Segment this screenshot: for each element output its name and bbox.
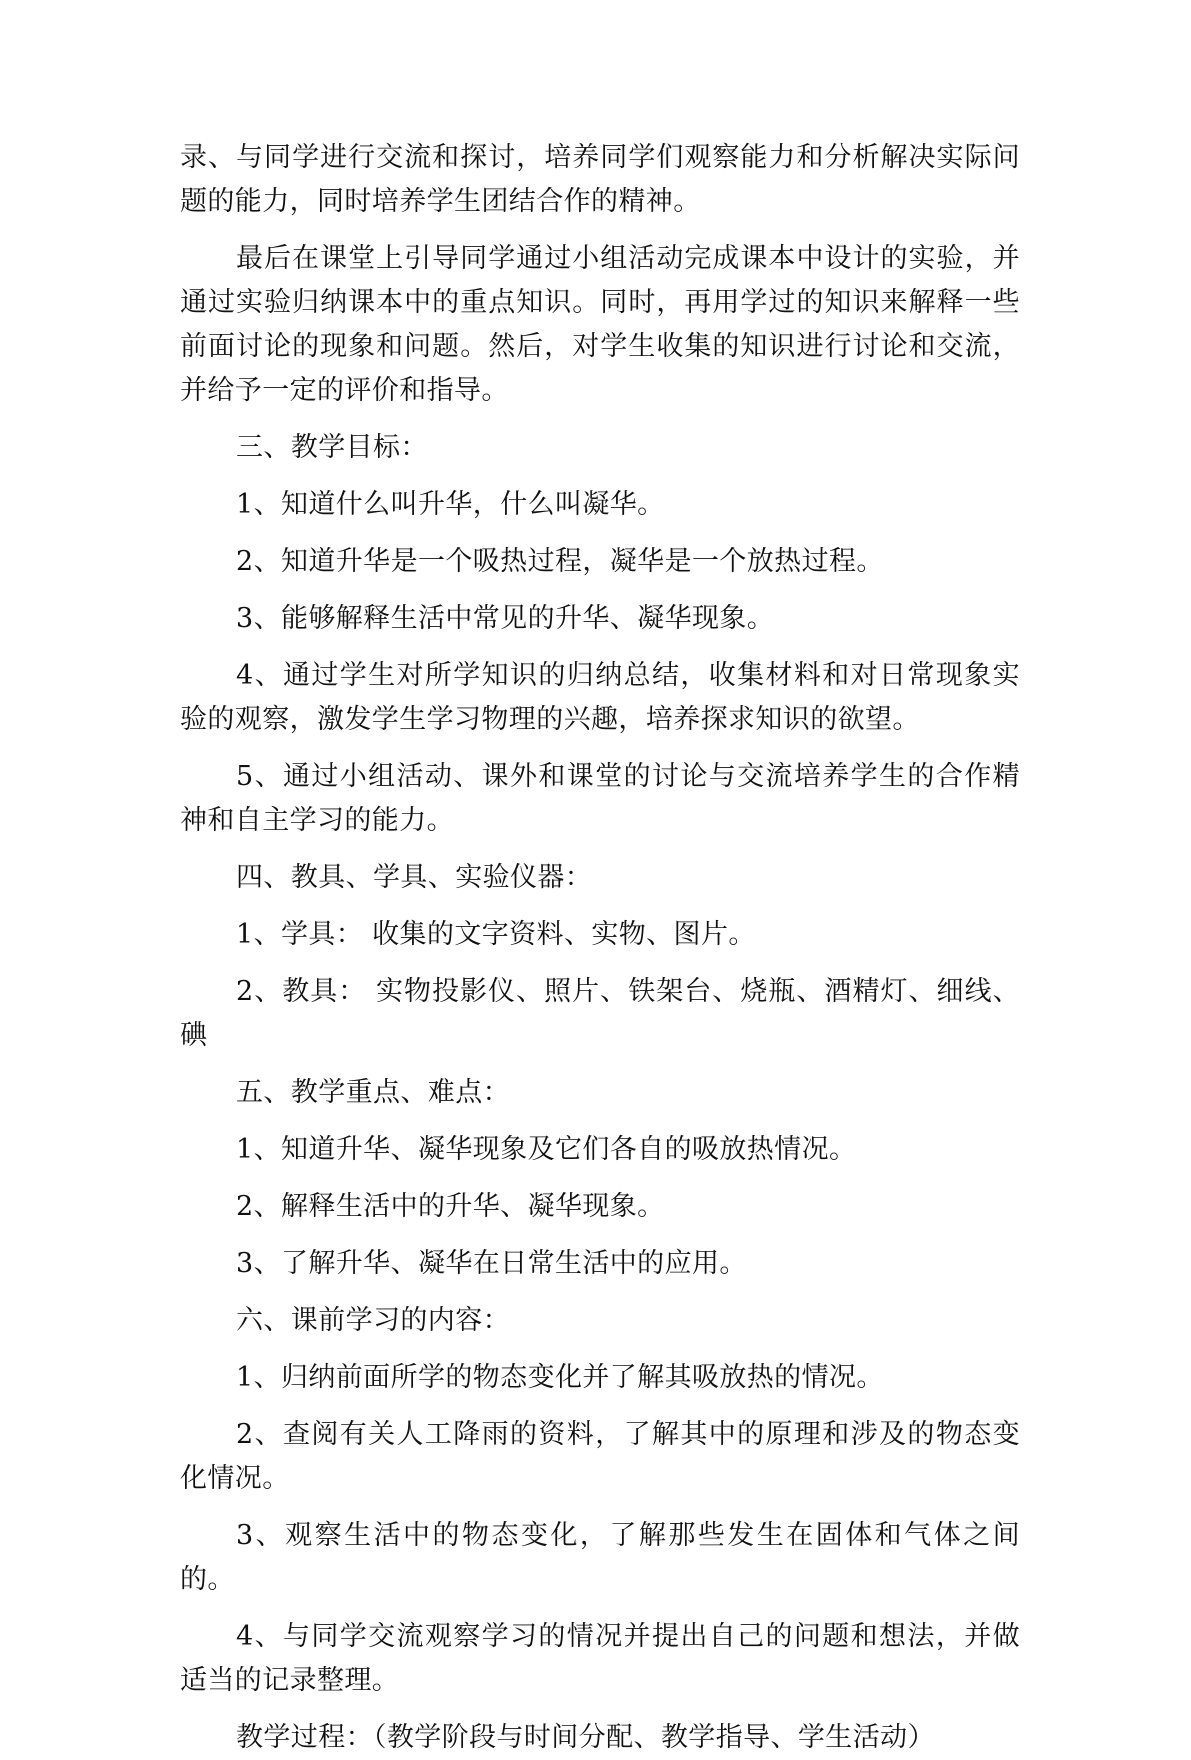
equipment-item-1: 1、学具： 收集的文字资料、实物、图片。 [236, 919, 756, 950]
preclass-item-3: 3、观察生活中的物态变化，了解那些发生在固体和气体之间的。 [180, 1520, 1020, 1595]
section-heading-key-points: 五、教学重点、难点： [236, 1077, 510, 1108]
preclass-item-1: 1、归纳前面所学的物态变化并了解其吸放热的情况。 [236, 1362, 884, 1393]
key-point-item-2: 2、解释生活中的升华、凝华现象。 [236, 1191, 665, 1222]
section-heading-preclass-study: 六、课前学习的内容： [236, 1305, 510, 1336]
equipment-item-2: 2、教具： 实物投影仪、照片、铁架台、烧瓶、酒精灯、细线、碘 [180, 976, 1020, 1051]
section-heading-teaching-goals: 三、教学目标： [236, 432, 428, 463]
paragraph-classroom-summary: 最后在课堂上引导同学通过小组活动完成课本中设计的实验，并通过实验归纳课本中的重点知识。同时，再用学过的知识来解释一些前面讨论的现象和问题。然后，对学生收集的知识进行讨论和交流，并给予一定的评价和指导。 [180, 243, 1020, 406]
goal-item-1: 1、知道什么叫升华，什么叫凝华。 [236, 489, 665, 520]
teaching-process-heading: 教学过程：（教学阶段与时间分配、教学指导、学生活动） [236, 1722, 935, 1753]
goal-item-4: 4、通过学生对所学知识的归纳总结，收集材料和对日常现象实验的观察，激发学生学习物理的兴趣，培养探求知识的欲望。 [180, 660, 1020, 735]
goal-item-2: 2、知道升华是一个吸热过程，凝华是一个放热过程。 [236, 546, 884, 577]
paragraph-continuation: 录、与同学进行交流和探讨，培养同学们观察能力和分析解决实际问题的能力，同时培养学生团结合作的精神。 [180, 142, 1020, 217]
key-point-item-1: 1、知道升华、凝华现象及它们各自的吸放热情况。 [236, 1134, 857, 1165]
section-heading-equipment: 四、教具、学具、实验仪器： [236, 862, 593, 893]
preclass-item-4: 4、与同学交流观察学习的情况并提出自己的问题和想法，并做适当的记录整理。 [180, 1621, 1020, 1696]
goal-item-3: 3、能够解释生活中常见的升华、凝华现象。 [236, 603, 775, 634]
document-body [180, 136, 1020, 1760]
key-point-item-3: 3、了解升华、凝华在日常生活中的应用。 [236, 1248, 747, 1279]
preclass-item-2: 2、查阅有关人工降雨的资料，了解其中的原理和涉及的物态变化情况。 [180, 1419, 1020, 1494]
goal-item-5: 5、通过小组活动、课外和课堂的讨论与交流培养学生的合作精神和自主学习的能力。 [180, 761, 1020, 836]
